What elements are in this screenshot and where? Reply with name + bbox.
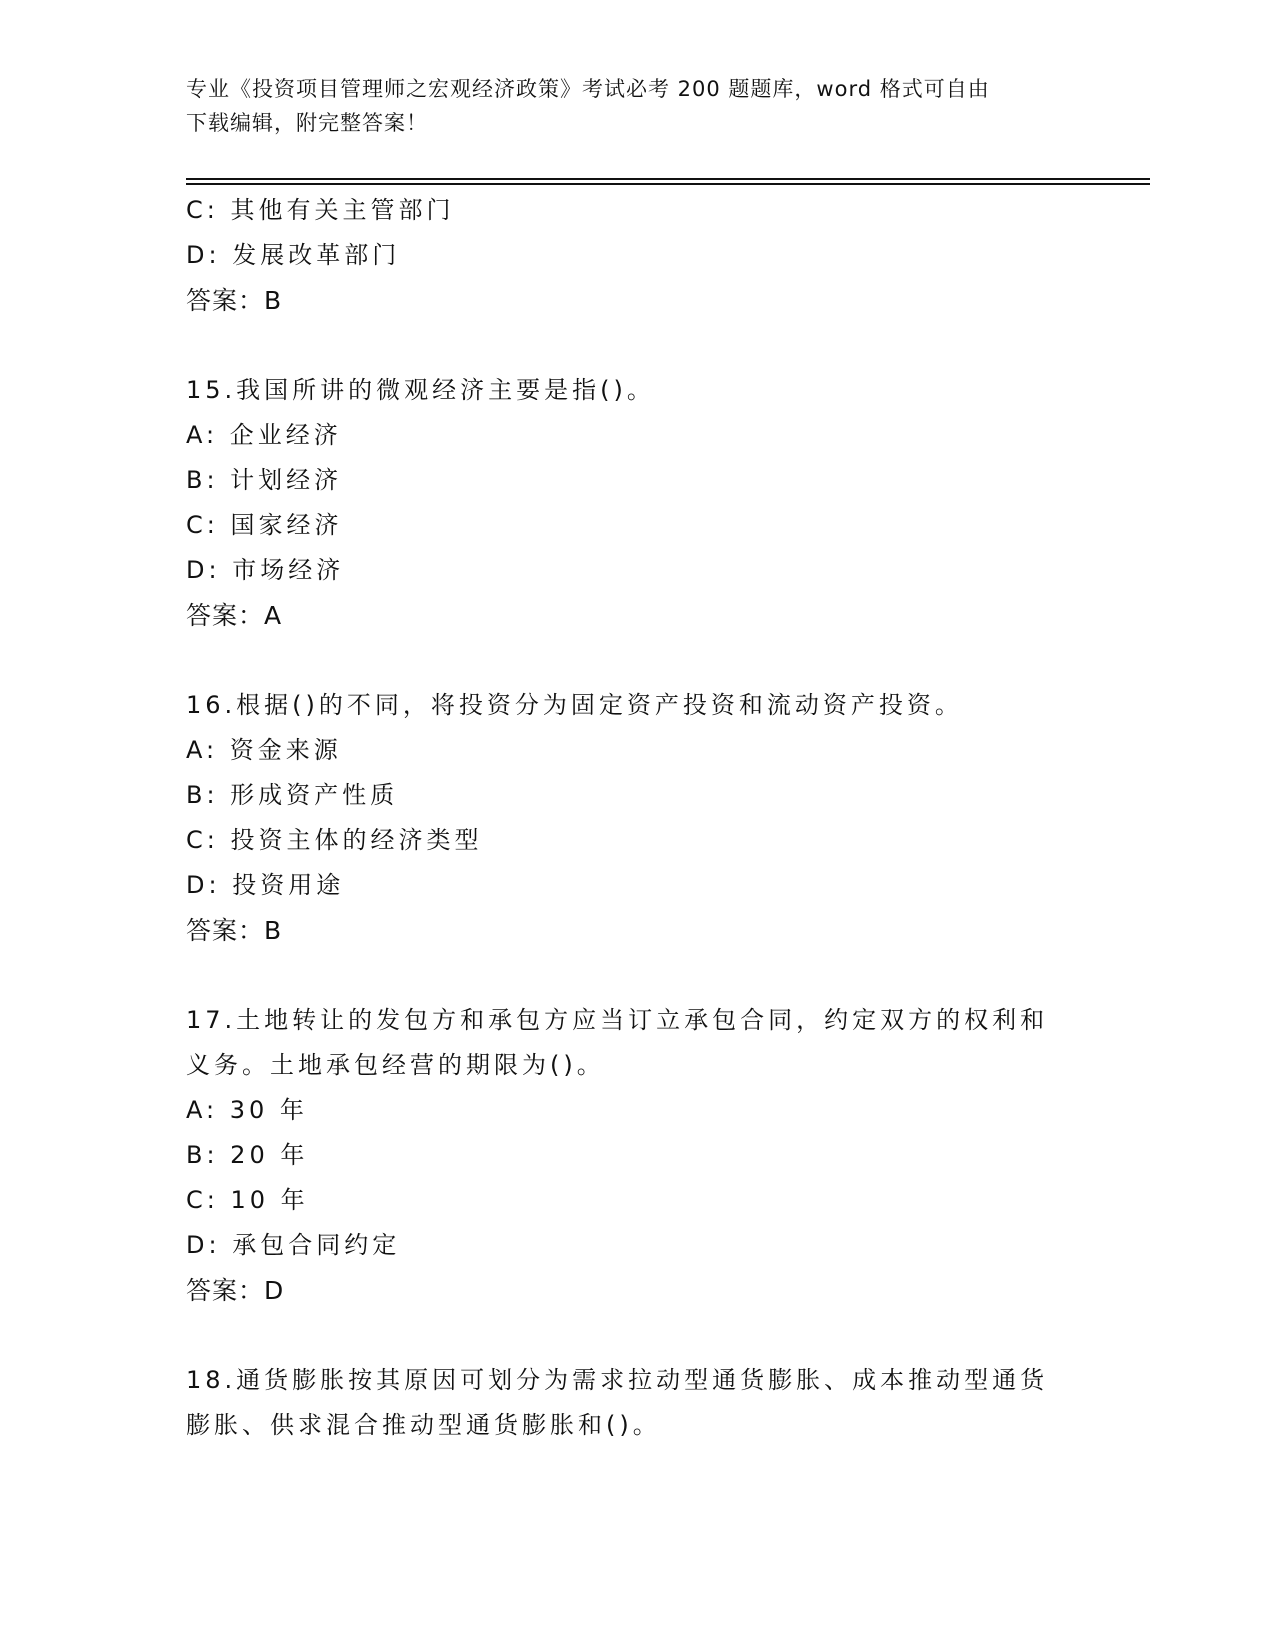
question-16 xyxy=(186,683,1086,953)
option-c: C: 10 年 xyxy=(186,1186,309,1214)
option-a: A: 30 年 xyxy=(186,1096,308,1124)
question-18 xyxy=(186,1358,1086,1448)
question-stem-line-1: 18.通货膨胀按其原因可划分为需求拉动型通货膨胀、成本推动型通货 xyxy=(186,1366,1049,1394)
option-d: D: 发展改革部门 xyxy=(186,241,401,269)
question-17 xyxy=(186,998,1086,1313)
option-d: D: 投资用途 xyxy=(186,871,345,899)
option-d: D: 承包合同约定 xyxy=(186,1231,401,1259)
header-line-1: 专业《投资项目管理师之宏观经济政策》考试必考 200 题题库，word 格式可自由 xyxy=(186,77,990,101)
option-b: B: 计划经济 xyxy=(186,466,343,494)
header-divider-top xyxy=(186,178,1150,180)
question-15 xyxy=(186,368,1086,638)
option-a: A: 资金来源 xyxy=(186,736,342,764)
spacer xyxy=(186,638,1086,683)
question-14-continued xyxy=(186,188,1086,323)
question-stem: 16.根据()的不同，将投资分为固定资产投资和流动资产投资。 xyxy=(186,691,963,719)
answer: 答案：D xyxy=(186,1276,285,1305)
question-stem-line-1: 17.土地转让的发包方和承包方应当订立承包合同，约定双方的权利和 xyxy=(186,1006,1049,1034)
option-d: D: 市场经济 xyxy=(186,556,345,584)
document-header xyxy=(186,72,1066,140)
question-stem-line-2: 义务。土地承包经营的期限为()。 xyxy=(186,1051,605,1079)
option-c: C: 其他有关主管部门 xyxy=(186,196,455,224)
header-line-2: 下载编辑，附完整答案！ xyxy=(186,111,428,135)
question-stem: 15.我国所讲的微观经济主要是指()。 xyxy=(186,376,655,404)
option-b: B: 20 年 xyxy=(186,1141,309,1169)
option-c: C: 投资主体的经济类型 xyxy=(186,826,483,854)
spacer xyxy=(186,1313,1086,1358)
answer: 答案：B xyxy=(186,286,283,315)
answer: 答案：B xyxy=(186,916,283,945)
option-a: A: 企业经济 xyxy=(186,421,342,449)
option-c: C: 国家经济 xyxy=(186,511,343,539)
spacer xyxy=(186,953,1086,998)
question-stem-line-2: 膨胀、供求混合推动型通货膨胀和()。 xyxy=(186,1411,661,1439)
header-divider-bottom xyxy=(186,183,1150,185)
answer: 答案：A xyxy=(186,601,283,630)
question-list xyxy=(186,188,1086,1448)
option-b: B: 形成资产性质 xyxy=(186,781,399,809)
spacer xyxy=(186,323,1086,368)
